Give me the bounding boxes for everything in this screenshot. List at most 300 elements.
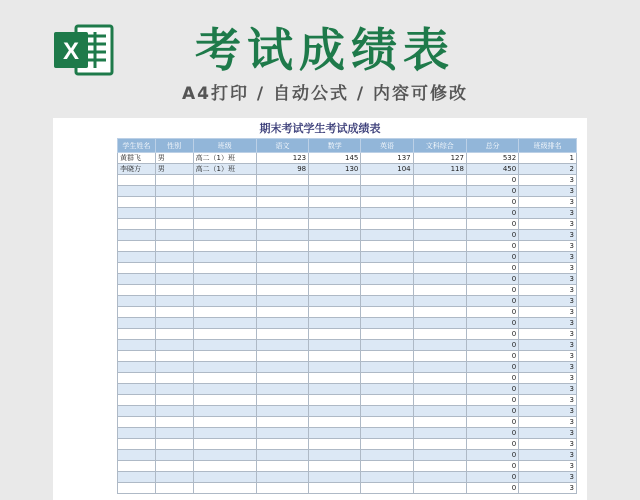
table-cell[interactable]: 3 [519,197,577,208]
table-cell[interactable] [193,395,256,406]
table-cell[interactable]: 3 [519,252,577,263]
table-cell[interactable]: 0 [466,362,518,373]
table-cell[interactable] [193,175,256,186]
table-cell[interactable] [309,329,361,340]
table-cell[interactable] [118,274,156,285]
table-cell[interactable] [118,186,156,197]
table-cell[interactable] [309,373,361,384]
table-cell[interactable] [155,450,193,461]
table-cell[interactable]: 0 [466,285,518,296]
table-cell[interactable]: 3 [519,274,577,285]
table-cell[interactable] [118,307,156,318]
table-cell[interactable] [361,428,413,439]
table-cell[interactable] [155,472,193,483]
table-cell[interactable] [256,230,308,241]
table-cell[interactable] [309,428,361,439]
table-cell[interactable] [413,230,466,241]
table-cell[interactable] [193,307,256,318]
table-cell[interactable]: 0 [466,439,518,450]
table-cell[interactable] [256,263,308,274]
table-cell[interactable] [155,318,193,329]
table-cell[interactable]: 高二（1）班 [193,153,256,164]
table-cell[interactable]: 450 [466,164,518,175]
table-cell[interactable] [361,406,413,417]
table-cell[interactable] [118,285,156,296]
table-cell[interactable]: 0 [466,461,518,472]
table-cell[interactable]: 130 [309,164,361,175]
table-cell[interactable] [256,450,308,461]
table-cell[interactable] [361,285,413,296]
table-cell[interactable] [155,263,193,274]
table-cell[interactable] [413,318,466,329]
table-cell[interactable]: 3 [519,296,577,307]
table-row [118,164,577,175]
table-cell[interactable]: 3 [519,439,577,450]
table-cell[interactable]: 0 [466,318,518,329]
table-cell[interactable] [309,351,361,362]
table-cell[interactable]: 0 [466,384,518,395]
table-cell[interactable] [118,340,156,351]
table-cell[interactable] [413,285,466,296]
table-cell[interactable] [155,461,193,472]
table-cell[interactable] [193,406,256,417]
table-cell[interactable] [361,186,413,197]
table-cell[interactable] [155,307,193,318]
table-cell[interactable] [361,197,413,208]
table-cell[interactable] [118,318,156,329]
table-cell[interactable] [361,351,413,362]
table-cell[interactable] [193,472,256,483]
table-cell[interactable] [118,406,156,417]
table-cell[interactable] [361,395,413,406]
table-cell[interactable] [155,395,193,406]
table-cell[interactable] [155,285,193,296]
table-cell[interactable] [309,296,361,307]
table-cell[interactable] [413,186,466,197]
table-cell[interactable] [361,329,413,340]
table-cell[interactable] [256,241,308,252]
table-row [118,472,577,483]
table-cell[interactable] [256,318,308,329]
table-cell[interactable] [155,274,193,285]
table-cell[interactable] [361,483,413,494]
table-cell[interactable] [118,373,156,384]
table-cell[interactable] [118,439,156,450]
table-cell[interactable] [361,307,413,318]
table-cell[interactable] [118,230,156,241]
table-cell[interactable] [413,219,466,230]
table-cell[interactable]: 0 [466,241,518,252]
table-cell[interactable] [309,461,361,472]
table-cell[interactable] [256,296,308,307]
table-cell[interactable] [413,428,466,439]
table-cell[interactable] [155,219,193,230]
table-cell[interactable] [413,208,466,219]
table-cell[interactable]: 3 [519,241,577,252]
table-cell[interactable]: 3 [519,483,577,494]
table-cell[interactable] [118,351,156,362]
table-cell[interactable]: 0 [466,208,518,219]
table-cell[interactable] [361,252,413,263]
table-cell[interactable] [193,197,256,208]
table-cell[interactable]: 3 [519,406,577,417]
table-cell[interactable] [193,252,256,263]
table-cell[interactable] [256,395,308,406]
table-cell[interactable] [155,384,193,395]
table-row [118,219,577,230]
table-cell[interactable] [309,230,361,241]
table-cell[interactable] [155,230,193,241]
table-cell[interactable] [118,263,156,274]
table-cell[interactable]: 0 [466,186,518,197]
table-cell[interactable]: 0 [466,428,518,439]
table-cell[interactable] [118,384,156,395]
table-cell[interactable] [256,461,308,472]
table-cell[interactable] [413,307,466,318]
table-cell[interactable] [309,197,361,208]
table-cell[interactable] [361,362,413,373]
table-cell[interactable] [193,428,256,439]
table-cell[interactable] [309,395,361,406]
table-cell[interactable] [413,329,466,340]
table-cell[interactable]: 3 [519,219,577,230]
table-cell[interactable] [155,252,193,263]
table-cell[interactable] [309,384,361,395]
table-cell[interactable] [155,340,193,351]
table-cell[interactable] [118,461,156,472]
table-cell[interactable] [118,450,156,461]
table-cell[interactable]: 118 [413,164,466,175]
table-cell[interactable] [256,351,308,362]
table-cell[interactable] [155,208,193,219]
table-cell[interactable] [118,241,156,252]
table-row [118,197,577,208]
table-cell[interactable] [309,263,361,274]
table-cell[interactable] [413,450,466,461]
table-cell[interactable]: 0 [466,263,518,274]
table-cell[interactable] [413,483,466,494]
table-cell[interactable]: 3 [519,351,577,362]
table-cell[interactable]: 3 [519,417,577,428]
table-cell[interactable] [118,329,156,340]
table-cell[interactable]: 127 [413,153,466,164]
table-cell[interactable] [256,483,308,494]
table-cell[interactable] [193,285,256,296]
table-cell[interactable] [309,483,361,494]
table-cell[interactable] [155,406,193,417]
table-cell[interactable] [361,296,413,307]
table-cell[interactable] [309,274,361,285]
table-cell[interactable] [256,307,308,318]
table-cell[interactable]: 1 [519,153,577,164]
column-header: 性别 [155,139,193,153]
table-row [118,417,577,428]
table-cell[interactable] [413,406,466,417]
table-cell[interactable] [193,263,256,274]
table-cell[interactable]: 0 [466,307,518,318]
table-cell[interactable] [118,428,156,439]
table-cell[interactable]: 0 [466,373,518,384]
table-cell[interactable] [309,472,361,483]
table-row [118,351,577,362]
table-cell[interactable]: 0 [466,175,518,186]
table-cell[interactable] [361,318,413,329]
table-cell[interactable] [256,439,308,450]
table-cell[interactable]: 3 [519,307,577,318]
table-cell[interactable] [118,472,156,483]
table-cell[interactable] [361,340,413,351]
table-cell[interactable]: 3 [519,318,577,329]
table-cell[interactable]: 3 [519,208,577,219]
table-cell[interactable] [118,219,156,230]
table-cell[interactable] [193,362,256,373]
table-cell[interactable]: 3 [519,450,577,461]
table-cell[interactable] [309,186,361,197]
table-cell[interactable] [361,472,413,483]
table-cell[interactable]: 3 [519,362,577,373]
table-cell[interactable] [361,274,413,285]
table-row [118,318,577,329]
table-cell[interactable] [155,439,193,450]
table-cell[interactable]: 3 [519,263,577,274]
table-cell[interactable]: 0 [466,252,518,263]
table-cell[interactable] [413,362,466,373]
table-cell[interactable] [193,208,256,219]
table-cell[interactable] [193,329,256,340]
table-cell[interactable] [361,175,413,186]
table-cell[interactable] [118,208,156,219]
table-cell[interactable]: 3 [519,230,577,241]
table-cell[interactable] [155,362,193,373]
table-cell[interactable] [361,461,413,472]
table-cell[interactable] [118,197,156,208]
table-cell[interactable] [118,252,156,263]
table-cell[interactable] [413,417,466,428]
table-cell[interactable]: 0 [466,351,518,362]
table-cell[interactable]: 137 [361,153,413,164]
table-cell[interactable]: 0 [466,340,518,351]
table-cell[interactable] [413,384,466,395]
table-cell[interactable]: 3 [519,428,577,439]
table-cell[interactable] [256,274,308,285]
table-cell[interactable]: 104 [361,164,413,175]
table-cell[interactable] [413,263,466,274]
table-cell[interactable] [413,340,466,351]
table-cell[interactable] [361,450,413,461]
table-cell[interactable]: 0 [466,417,518,428]
table-cell[interactable] [413,461,466,472]
table-cell[interactable] [193,186,256,197]
table-cell[interactable]: 123 [256,153,308,164]
table-cell[interactable] [413,296,466,307]
table-cell[interactable] [361,439,413,450]
table-cell[interactable]: 0 [466,274,518,285]
table-cell[interactable] [309,340,361,351]
table-cell[interactable] [309,219,361,230]
table-cell[interactable] [118,395,156,406]
table-cell[interactable]: 0 [466,472,518,483]
table-cell[interactable]: 3 [519,472,577,483]
table-cell[interactable] [361,263,413,274]
table-cell[interactable] [256,362,308,373]
table-cell[interactable] [155,329,193,340]
table-cell[interactable] [256,373,308,384]
table-cell[interactable]: 李晓方 [118,164,156,175]
svg-text:X: X [62,38,80,65]
table-cell[interactable] [256,208,308,219]
table-cell[interactable] [309,307,361,318]
table-cell[interactable] [155,428,193,439]
table-cell[interactable]: 98 [256,164,308,175]
table-cell[interactable] [256,406,308,417]
table-cell[interactable] [118,362,156,373]
table-cell[interactable] [413,472,466,483]
table-cell[interactable] [155,417,193,428]
table-cell[interactable]: 高二（1）班 [193,164,256,175]
table-cell[interactable] [361,417,413,428]
table-cell[interactable] [193,461,256,472]
table-cell[interactable] [413,252,466,263]
table-cell[interactable] [413,274,466,285]
table-cell[interactable]: 3 [519,373,577,384]
table-cell[interactable] [155,351,193,362]
table-cell[interactable] [256,175,308,186]
table-row [118,274,577,285]
table-cell[interactable] [193,230,256,241]
table-cell[interactable] [413,395,466,406]
table-cell[interactable]: 0 [466,406,518,417]
table-cell[interactable] [155,197,193,208]
table-cell[interactable] [309,362,361,373]
table-cell[interactable] [309,450,361,461]
table-cell[interactable]: 0 [466,219,518,230]
table-cell[interactable] [361,208,413,219]
table-cell[interactable] [256,197,308,208]
table-cell[interactable] [413,373,466,384]
table-cell[interactable]: 3 [519,340,577,351]
score-table [117,138,577,494]
promo-header [0,0,640,118]
table-cell[interactable] [413,241,466,252]
table-cell[interactable] [155,186,193,197]
column-header: 总分 [466,139,518,153]
table-cell[interactable] [361,384,413,395]
table-cell[interactable]: 3 [519,285,577,296]
column-header: 语文 [256,139,308,153]
table-cell[interactable]: 男 [155,164,193,175]
table-cell[interactable] [193,241,256,252]
table-cell[interactable] [256,252,308,263]
table-cell[interactable] [413,197,466,208]
table-cell[interactable] [193,384,256,395]
table-cell[interactable] [309,318,361,329]
table-cell[interactable] [309,252,361,263]
table-cell[interactable] [193,439,256,450]
table-cell[interactable]: 0 [466,329,518,340]
table-cell[interactable] [309,439,361,450]
table-cell[interactable]: 3 [519,175,577,186]
table-cell[interactable] [309,208,361,219]
table-cell[interactable] [256,186,308,197]
table-cell[interactable] [413,351,466,362]
table-cell[interactable] [256,219,308,230]
table-cell[interactable]: 3 [519,186,577,197]
table-cell[interactable] [413,439,466,450]
table-cell[interactable] [193,296,256,307]
table-cell[interactable]: 3 [519,329,577,340]
table-cell[interactable] [118,296,156,307]
table-row [118,384,577,395]
table-cell[interactable] [361,230,413,241]
table-row [118,406,577,417]
table-cell[interactable] [193,450,256,461]
table-cell[interactable] [193,274,256,285]
table-cell[interactable] [193,417,256,428]
table-cell[interactable] [309,417,361,428]
table-cell[interactable]: 3 [519,384,577,395]
table-cell[interactable] [155,373,193,384]
table-cell[interactable] [256,285,308,296]
table-cell[interactable] [193,340,256,351]
table-cell[interactable] [256,417,308,428]
table-cell[interactable] [309,241,361,252]
table-cell[interactable] [361,373,413,384]
table-row [118,175,577,186]
table-cell[interactable] [193,219,256,230]
table-row [118,439,577,450]
table-row [118,241,577,252]
table-cell[interactable]: 3 [519,461,577,472]
table-cell[interactable]: 0 [466,395,518,406]
table-cell[interactable] [413,175,466,186]
table-cell[interactable] [361,219,413,230]
table-cell[interactable]: 145 [309,153,361,164]
table-cell[interactable]: 男 [155,153,193,164]
table-cell[interactable] [256,384,308,395]
table-cell[interactable]: 0 [466,296,518,307]
table-cell[interactable]: 0 [466,450,518,461]
table-cell[interactable]: 3 [519,395,577,406]
table-cell[interactable]: 0 [466,230,518,241]
table-cell[interactable]: 2 [519,164,577,175]
table-cell[interactable] [193,318,256,329]
table-row [118,208,577,219]
table-cell[interactable] [361,241,413,252]
table-cell[interactable] [155,296,193,307]
table-cell[interactable] [256,472,308,483]
table-cell[interactable] [193,351,256,362]
table-cell[interactable] [256,428,308,439]
table-cell[interactable] [193,483,256,494]
table-cell[interactable] [309,175,361,186]
table-row [118,296,577,307]
table-cell[interactable] [155,175,193,186]
table-cell[interactable] [118,417,156,428]
table-cell[interactable] [309,285,361,296]
table-cell[interactable] [256,340,308,351]
table-cell[interactable] [118,175,156,186]
table-cell[interactable] [309,406,361,417]
table-cell[interactable] [193,373,256,384]
table-cell[interactable] [256,329,308,340]
table-cell[interactable] [155,241,193,252]
table-cell[interactable]: 0 [466,483,518,494]
table-cell[interactable]: 532 [466,153,518,164]
table-cell[interactable]: 0 [466,197,518,208]
table-cell[interactable]: 黄群飞 [118,153,156,164]
table-cell[interactable] [118,483,156,494]
table-cell[interactable] [155,483,193,494]
